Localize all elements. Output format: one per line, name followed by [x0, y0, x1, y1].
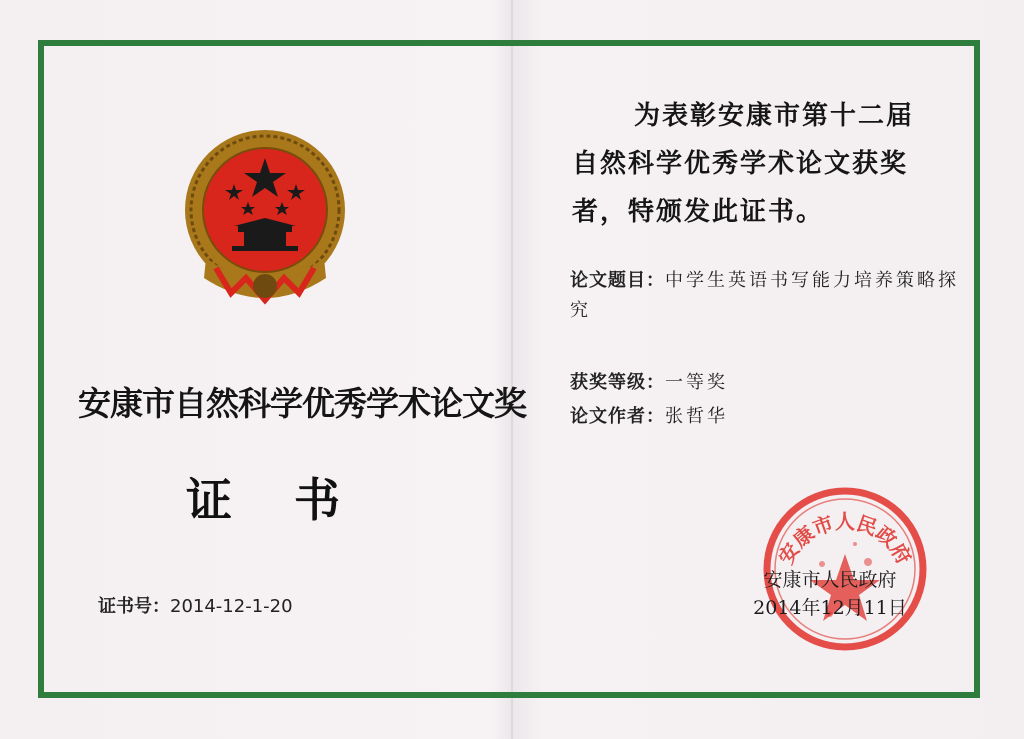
thesis-label: 论文题目：	[570, 270, 665, 291]
certificate-number-value: 2014-12-1-20	[170, 596, 293, 617]
citation-text	[572, 92, 952, 236]
citation-line-3: 者，特颁发此证书。	[572, 197, 825, 227]
issuer-name: 安康市人民政府	[763, 569, 897, 591]
author-label: 论文作者：	[570, 406, 665, 427]
grade-value: 一等奖	[665, 372, 728, 393]
issue-date: 2014年12月11日	[753, 597, 907, 619]
author-field	[570, 402, 728, 428]
thesis-field	[570, 266, 960, 326]
thesis-title: 中学生英语书写能力培养策略探究	[570, 270, 959, 321]
citation-line-1: 为表彰安康市第十二届	[634, 101, 915, 131]
seal-lettering: 安康市人民政府	[773, 509, 917, 569]
certificate-number-label: 证书号：	[98, 596, 170, 617]
award-title: 安康市自然科学优秀学术论文奖	[78, 384, 526, 423]
issuer-block	[740, 566, 920, 622]
grade-field	[570, 368, 728, 394]
certificate-number	[98, 592, 293, 618]
grade-label: 获奖等级：	[570, 372, 665, 393]
citation-line-2: 自然科学优秀学术论文获奖	[572, 149, 909, 179]
national-emblem-icon	[176, 128, 354, 308]
author-value: 张哲华	[665, 406, 728, 427]
certificate-heading: 证书	[186, 473, 402, 527]
